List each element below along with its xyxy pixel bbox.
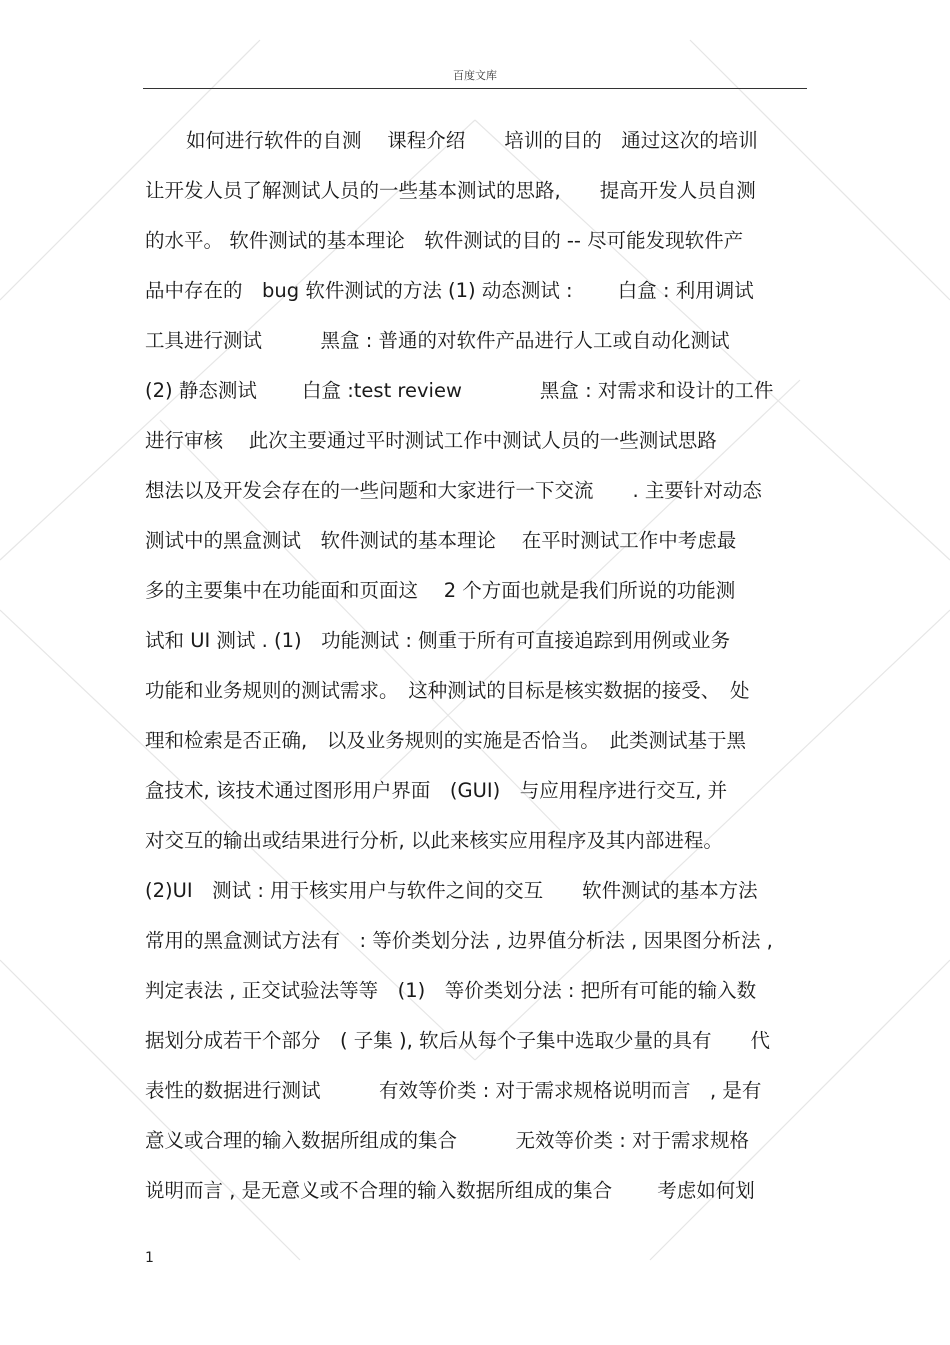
text-line: 进行审核 此次主要通过平时测试工作中测试人员的一些测试思路 (145, 429, 717, 452)
text-line: 表性的数据进行测试 有效等价类 : 对于需求规格说明而言 , 是有 (145, 1079, 762, 1102)
text-line: 功能和业务规则的测试需求。 这种测试的目标是核实数据的接受、 处 (145, 679, 750, 702)
text-line: 的水平。 软件测试的基本理论 软件测试的目的 -- 尽可能发现软件产 (145, 229, 744, 252)
text-line: 据划分成若干个部分 ( 子集 ), 软后从每个子集中选取少量的具有 代 (145, 1029, 771, 1052)
text-line: 判定表法 , 正交试验法等等 (1) 等价类划分法 : 把所有可能的输入数 (145, 979, 757, 1002)
page-number: 1 (145, 1250, 154, 1266)
text-line: 工具进行测试 黑盒 : 普通的对软件产品进行人工或自动化测试 (145, 329, 730, 352)
text-line: 说明而言 , 是无意义或不合理的输入数据所组成的集合 考虑如何划 (145, 1179, 755, 1202)
text-line: 理和检索是否正确, 以及业务规则的实施是否恰当。 此类测试基于黑 (145, 729, 746, 752)
text-line: 对交互的输出或结果进行分析, 以此来核实应用程序及其内部进程。 (145, 829, 723, 852)
text-line: 多的主要集中在功能面和页面这 2 个方面也就是我们所说的功能测 (145, 579, 736, 602)
text-line: (2)UI 测试 : 用于核实用户与软件之间的交互 软件测试的基本方法 (145, 879, 758, 902)
text-line: 测试中的黑盒测试 软件测试的基本理论 在平时测试工作中考虑最 (145, 529, 737, 552)
text-line: (2) 静态测试 白盒 :test review 黑盒 : 对需求和设计的工件 (145, 379, 774, 402)
text-line: 品中存在的 bug 软件测试的方法 (1) 动态测试 : 白盒 : 利用调试 (145, 279, 754, 302)
text-line: 试和 UI 测试 . (1) 功能测试 : 侧重于所有可直接追踪到用例或业务 (145, 629, 731, 652)
text-line: 常用的黑盒测试方法有 : 等价类划分法 , 边界值分析法 , 因果图分析法 , (145, 929, 773, 952)
header-title: 百度文库 (453, 69, 497, 82)
text-line: 意义或合理的输入数据所组成的集合 无效等价类 : 对于需求规格 (145, 1129, 749, 1152)
text-line: 如何进行软件的自测 课程介绍 培训的目的 通过这次的培训 (186, 129, 758, 152)
text-line: 让开发人员了解测试人员的一些基本测试的思路, 提高开发人员自测 (145, 179, 756, 202)
text-line: 盒技术, 该技术通过图形用户界面 (GUI) 与应用程序进行交互, 并 (145, 779, 728, 802)
text-line: 想法以及开发会存在的一些问题和大家进行一下交流 . 主要针对动态 (145, 479, 762, 502)
